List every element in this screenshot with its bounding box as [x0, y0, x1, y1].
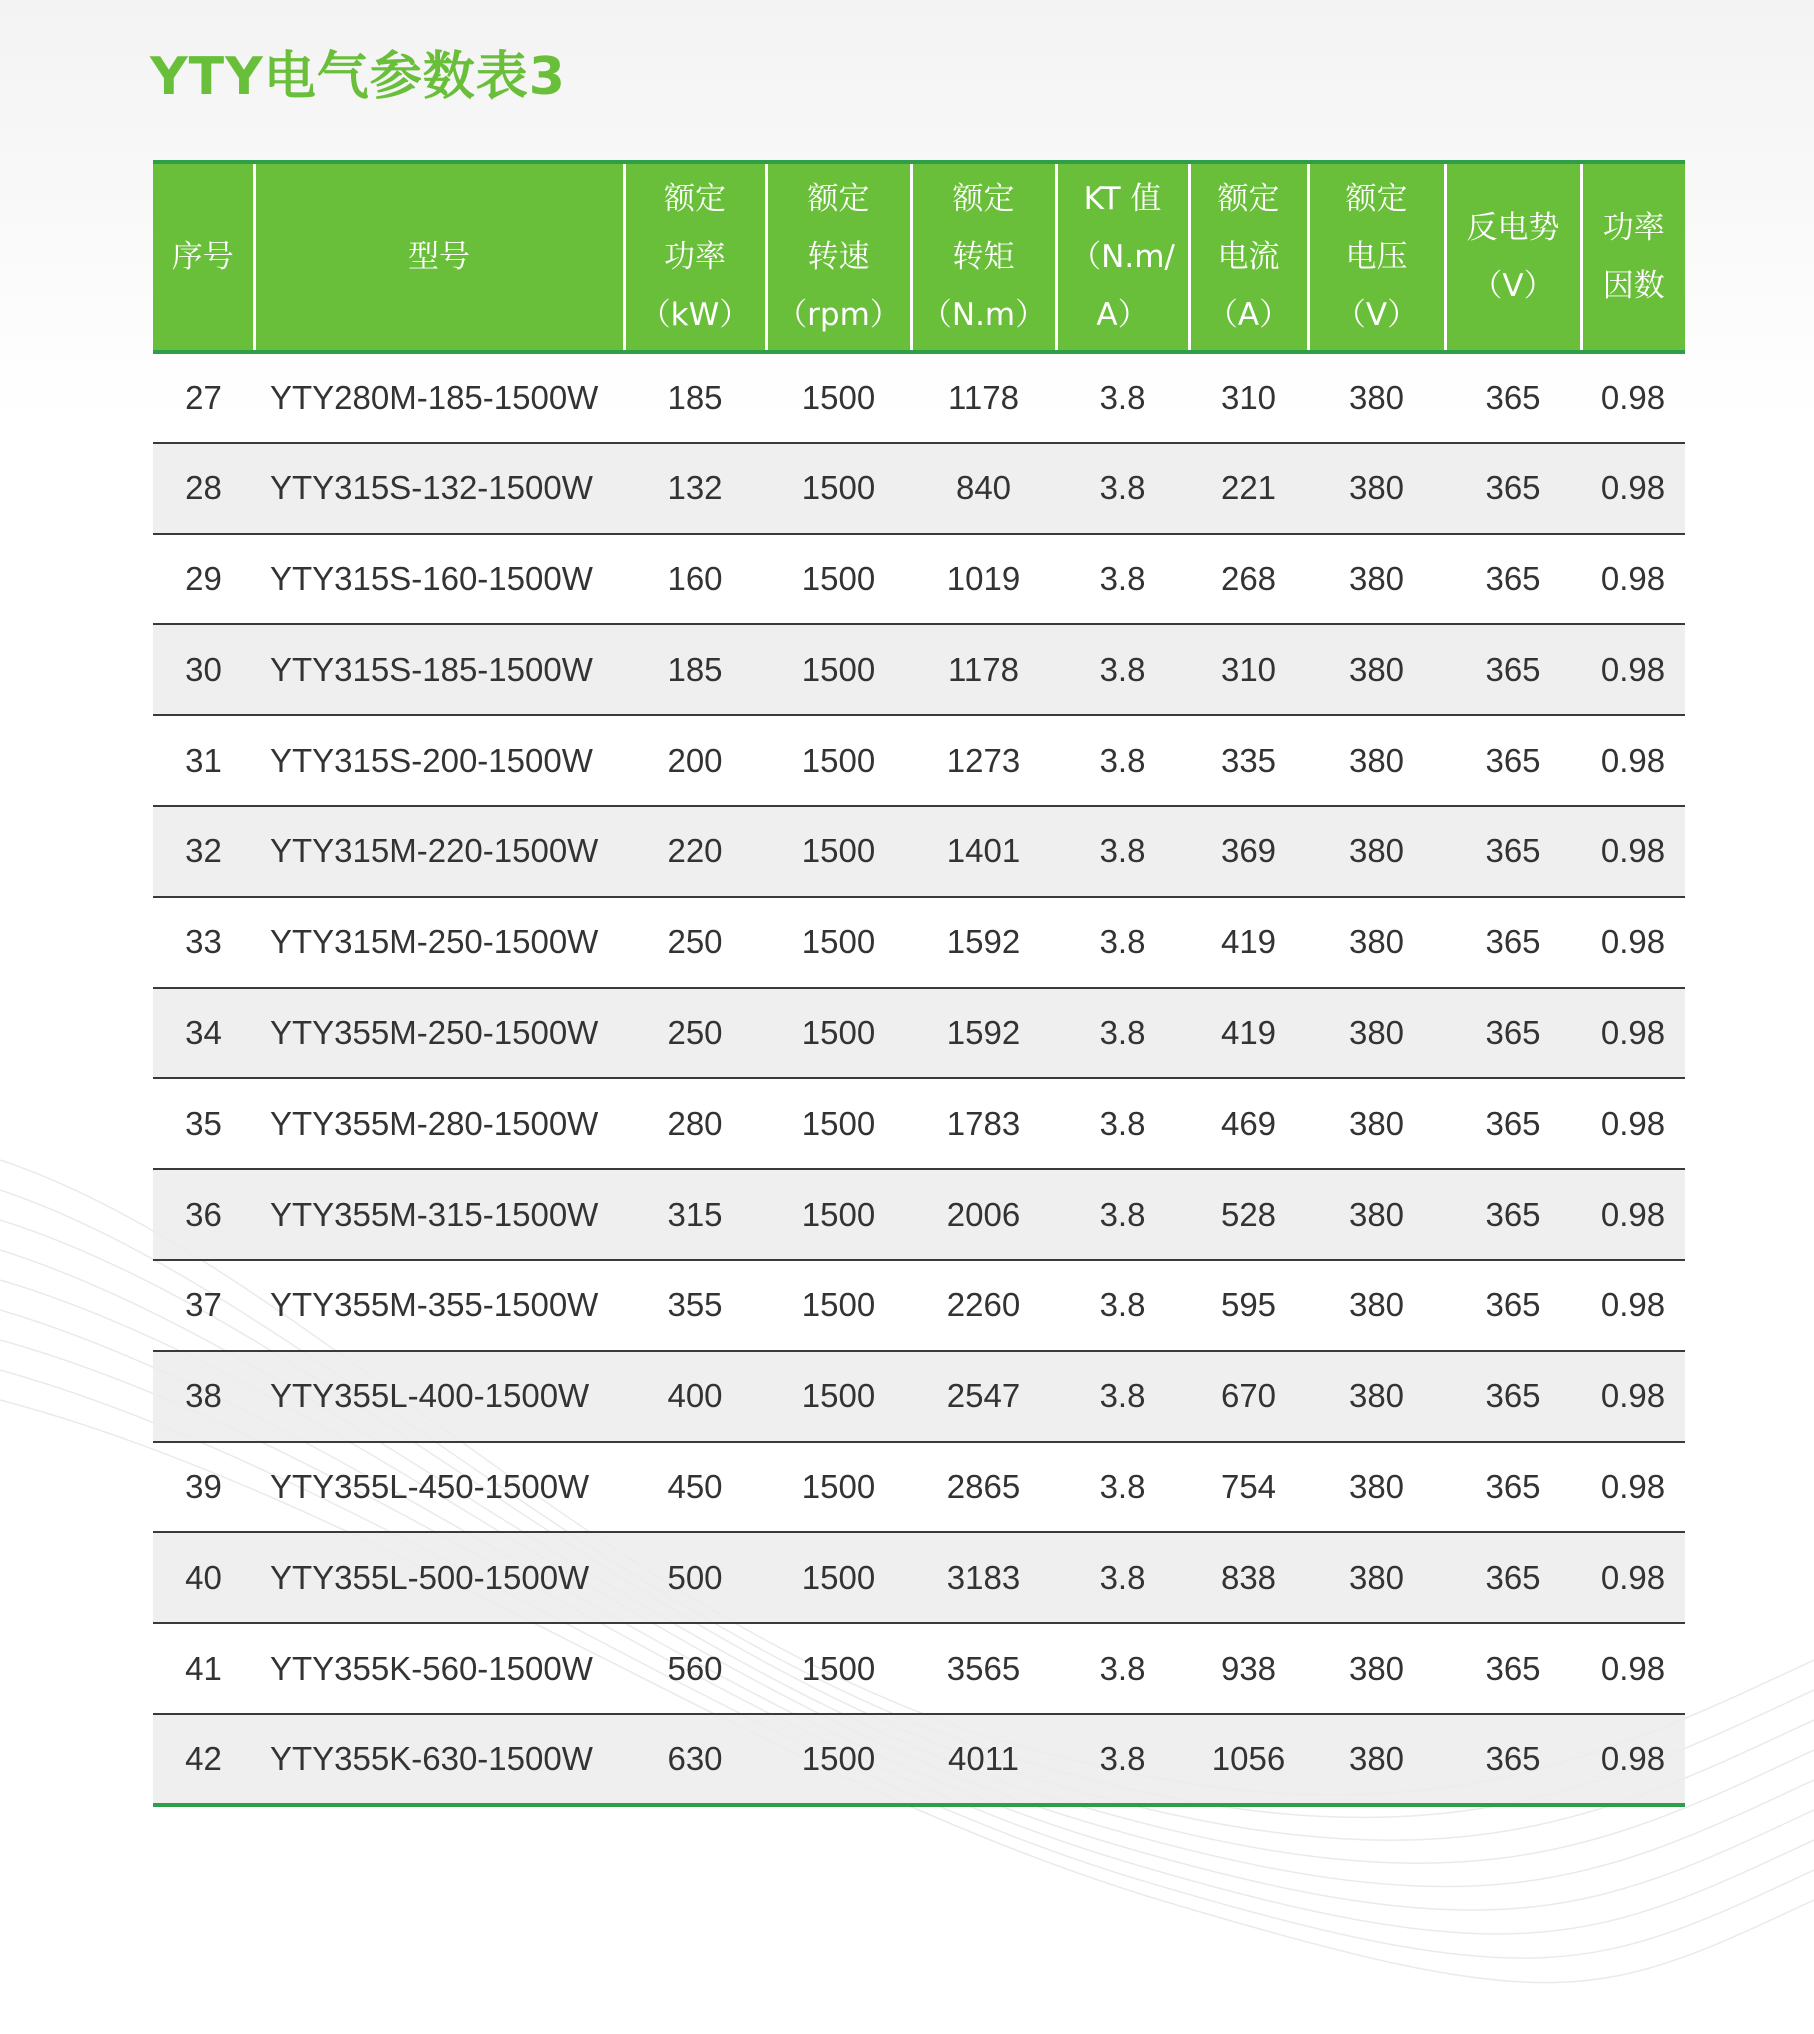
cell-model: YTY280M-185-1500W: [254, 352, 624, 443]
header-text-line: 因数: [1602, 268, 1665, 304]
cell-index: 27: [153, 352, 254, 443]
cell-power-factor: 0.98: [1581, 1078, 1685, 1169]
cell-power-factor: 0.98: [1581, 1260, 1685, 1351]
header-text-line: KT 值: [1083, 181, 1162, 217]
header-text-line: A）: [1096, 297, 1149, 333]
table-header-row: [153, 162, 1685, 352]
cell-rated-torque: 1019: [911, 534, 1056, 625]
header-text-line: 转矩: [952, 239, 1015, 275]
cell-index: 33: [153, 897, 254, 988]
cell-rated-speed: 1500: [766, 897, 911, 988]
cell-index: 32: [153, 806, 254, 897]
header-rated-current: [1189, 162, 1308, 352]
cell-rated-power: 132: [624, 443, 766, 534]
cell-kt-value: 3.8: [1056, 1078, 1189, 1169]
header-text-line: （N.m）: [920, 297, 1047, 333]
header-text-line: 型号: [408, 239, 470, 275]
cell-kt-value: 3.8: [1056, 897, 1189, 988]
cell-rated-current: 419: [1189, 897, 1308, 988]
cell-rated-power: 450: [624, 1442, 766, 1533]
cell-rated-power: 250: [624, 897, 766, 988]
cell-back-emf: 365: [1445, 806, 1581, 897]
cell-rated-torque: 3183: [911, 1532, 1056, 1623]
cell-rated-current: 335: [1189, 715, 1308, 806]
cell-rated-current: 595: [1189, 1260, 1308, 1351]
header-text-line: 电压: [1345, 239, 1408, 275]
cell-rated-current: 670: [1189, 1351, 1308, 1442]
cell-rated-voltage: 380: [1308, 1442, 1445, 1533]
cell-rated-voltage: 380: [1308, 1532, 1445, 1623]
header-index: [153, 162, 254, 352]
cell-rated-torque: 1783: [911, 1078, 1056, 1169]
cell-rated-torque: 2260: [911, 1260, 1056, 1351]
cell-rated-speed: 1500: [766, 1351, 911, 1442]
cell-rated-speed: 1500: [766, 1169, 911, 1260]
cell-rated-power: 355: [624, 1260, 766, 1351]
cell-model: YTY315M-250-1500W: [254, 897, 624, 988]
cell-back-emf: 365: [1445, 1714, 1581, 1805]
cell-power-factor: 0.98: [1581, 624, 1685, 715]
header-text-line: 额定: [1217, 181, 1280, 217]
cell-rated-torque: 840: [911, 443, 1056, 534]
header-text-line: （kW）: [639, 297, 751, 333]
cell-kt-value: 3.8: [1056, 988, 1189, 1079]
cell-model: YTY355K-630-1500W: [254, 1714, 624, 1805]
cell-rated-current: 419: [1189, 988, 1308, 1079]
cell-kt-value: 3.8: [1056, 534, 1189, 625]
cell-rated-torque: 2547: [911, 1351, 1056, 1442]
cell-back-emf: 365: [1445, 352, 1581, 443]
cell-back-emf: 365: [1445, 1169, 1581, 1260]
cell-rated-voltage: 380: [1308, 443, 1445, 534]
cell-rated-power: 400: [624, 1351, 766, 1442]
cell-rated-speed: 1500: [766, 715, 911, 806]
cell-power-factor: 0.98: [1581, 988, 1685, 1079]
header-text-line: 功率: [1602, 210, 1665, 246]
header-rated-power: [624, 162, 766, 352]
table-row: [153, 988, 1685, 1079]
table-row: [153, 1351, 1685, 1442]
cell-rated-speed: 1500: [766, 1260, 911, 1351]
cell-rated-current: 1056: [1189, 1714, 1308, 1805]
header-rated-torque: [911, 162, 1056, 352]
cell-rated-torque: 2865: [911, 1442, 1056, 1533]
cell-rated-speed: 1500: [766, 1623, 911, 1714]
cell-rated-speed: 1500: [766, 534, 911, 625]
cell-rated-current: 369: [1189, 806, 1308, 897]
cell-index: 28: [153, 443, 254, 534]
cell-power-factor: 0.98: [1581, 1442, 1685, 1533]
cell-model: YTY315S-200-1500W: [254, 715, 624, 806]
cell-model: YTY355L-450-1500W: [254, 1442, 624, 1533]
cell-index: 41: [153, 1623, 254, 1714]
cell-index: 40: [153, 1532, 254, 1623]
cell-rated-speed: 1500: [766, 624, 911, 715]
cell-rated-speed: 1500: [766, 443, 911, 534]
electrical-parameter-table: [153, 160, 1685, 1807]
cell-rated-speed: 1500: [766, 1442, 911, 1533]
cell-back-emf: 365: [1445, 534, 1581, 625]
cell-rated-power: 630: [624, 1714, 766, 1805]
header-back-emf: [1445, 162, 1581, 352]
table-row: [153, 1442, 1685, 1533]
cell-model: YTY315S-132-1500W: [254, 443, 624, 534]
cell-index: 37: [153, 1260, 254, 1351]
cell-rated-torque: 1178: [911, 624, 1056, 715]
cell-index: 35: [153, 1078, 254, 1169]
cell-back-emf: 365: [1445, 443, 1581, 534]
header-text-line: （rpm）: [776, 297, 901, 333]
header-text-line: 序号: [171, 239, 234, 275]
cell-kt-value: 3.8: [1056, 1532, 1189, 1623]
cell-rated-power: 185: [624, 352, 766, 443]
cell-index: 30: [153, 624, 254, 715]
table-row: [153, 1714, 1685, 1805]
table-row: [153, 1260, 1685, 1351]
cell-rated-current: 310: [1189, 624, 1308, 715]
cell-kt-value: 3.8: [1056, 443, 1189, 534]
header-text-line: 反电势: [1466, 210, 1560, 246]
cell-back-emf: 365: [1445, 988, 1581, 1079]
cell-back-emf: 365: [1445, 1442, 1581, 1533]
cell-rated-current: 221: [1189, 443, 1308, 534]
cell-index: 29: [153, 534, 254, 625]
cell-index: 38: [153, 1351, 254, 1442]
cell-kt-value: 3.8: [1056, 624, 1189, 715]
page-title: YTY电气参数表3: [150, 47, 566, 107]
cell-rated-voltage: 380: [1308, 715, 1445, 806]
header-text-line: （N.m/: [1070, 239, 1175, 275]
table-row: [153, 1532, 1685, 1623]
cell-power-factor: 0.98: [1581, 534, 1685, 625]
cell-rated-torque: 1273: [911, 715, 1056, 806]
cell-model: YTY315S-160-1500W: [254, 534, 624, 625]
cell-power-factor: 0.98: [1581, 1351, 1685, 1442]
cell-model: YTY355L-500-1500W: [254, 1532, 624, 1623]
cell-rated-voltage: 380: [1308, 806, 1445, 897]
cell-power-factor: 0.98: [1581, 1623, 1685, 1714]
cell-rated-speed: 1500: [766, 1078, 911, 1169]
cell-back-emf: 365: [1445, 1532, 1581, 1623]
cell-rated-power: 560: [624, 1623, 766, 1714]
cell-kt-value: 3.8: [1056, 1442, 1189, 1533]
cell-rated-voltage: 380: [1308, 988, 1445, 1079]
table-row: [153, 352, 1685, 443]
cell-kt-value: 3.8: [1056, 352, 1189, 443]
cell-model: YTY355M-355-1500W: [254, 1260, 624, 1351]
cell-back-emf: 365: [1445, 1623, 1581, 1714]
header-text-line: 功率: [664, 239, 726, 275]
cell-rated-speed: 1500: [766, 1532, 911, 1623]
cell-kt-value: 3.8: [1056, 1714, 1189, 1805]
cell-rated-current: 754: [1189, 1442, 1308, 1533]
table-row: [153, 1169, 1685, 1260]
cell-model: YTY355M-280-1500W: [254, 1078, 624, 1169]
cell-model: YTY315M-220-1500W: [254, 806, 624, 897]
cell-rated-power: 500: [624, 1532, 766, 1623]
cell-rated-speed: 1500: [766, 1714, 911, 1805]
header-text-line: 电流: [1217, 239, 1280, 275]
cell-rated-voltage: 380: [1308, 1714, 1445, 1805]
cell-power-factor: 0.98: [1581, 352, 1685, 443]
cell-back-emf: 365: [1445, 897, 1581, 988]
cell-rated-speed: 1500: [766, 988, 911, 1079]
cell-rated-torque: 3565: [911, 1623, 1056, 1714]
table-row: [153, 1078, 1685, 1169]
cell-rated-torque: 1592: [911, 988, 1056, 1079]
cell-power-factor: 0.98: [1581, 1532, 1685, 1623]
cell-rated-power: 220: [624, 806, 766, 897]
cell-rated-power: 160: [624, 534, 766, 625]
header-text-line: 额定: [807, 181, 870, 217]
cell-power-factor: 0.98: [1581, 806, 1685, 897]
table-row: [153, 897, 1685, 988]
cell-model: YTY315S-185-1500W: [254, 624, 624, 715]
header-rated-speed: [766, 162, 911, 352]
cell-rated-torque: 1401: [911, 806, 1056, 897]
table-row: [153, 1623, 1685, 1714]
cell-rated-voltage: 380: [1308, 1169, 1445, 1260]
cell-rated-current: 268: [1189, 534, 1308, 625]
cell-kt-value: 3.8: [1056, 806, 1189, 897]
cell-back-emf: 365: [1445, 715, 1581, 806]
cell-back-emf: 365: [1445, 1078, 1581, 1169]
cell-kt-value: 3.8: [1056, 1351, 1189, 1442]
cell-rated-power: 280: [624, 1078, 766, 1169]
cell-rated-torque: 4011: [911, 1714, 1056, 1805]
cell-back-emf: 365: [1445, 1351, 1581, 1442]
cell-rated-voltage: 380: [1308, 1260, 1445, 1351]
cell-power-factor: 0.98: [1581, 897, 1685, 988]
table-row: [153, 534, 1685, 625]
header-model: [254, 162, 624, 352]
cell-rated-voltage: 380: [1308, 1623, 1445, 1714]
table-row: [153, 806, 1685, 897]
cell-kt-value: 3.8: [1056, 1623, 1189, 1714]
cell-power-factor: 0.98: [1581, 715, 1685, 806]
cell-rated-voltage: 380: [1308, 1351, 1445, 1442]
cell-rated-power: 315: [624, 1169, 766, 1260]
header-text-line: 额定: [1345, 181, 1408, 217]
header-text-line: （V）: [1471, 268, 1555, 304]
header-text-line: （V）: [1334, 297, 1419, 333]
cell-power-factor: 0.98: [1581, 443, 1685, 534]
cell-kt-value: 3.8: [1056, 1169, 1189, 1260]
table-row: [153, 624, 1685, 715]
cell-rated-voltage: 380: [1308, 624, 1445, 715]
cell-rated-voltage: 380: [1308, 352, 1445, 443]
header-text-line: （A）: [1206, 297, 1291, 333]
cell-kt-value: 3.8: [1056, 1260, 1189, 1351]
cell-back-emf: 365: [1445, 1260, 1581, 1351]
cell-model: YTY355K-560-1500W: [254, 1623, 624, 1714]
cell-index: 31: [153, 715, 254, 806]
table-body: [153, 352, 1685, 1805]
cell-rated-voltage: 380: [1308, 897, 1445, 988]
cell-rated-power: 185: [624, 624, 766, 715]
cell-power-factor: 0.98: [1581, 1169, 1685, 1260]
header-kt-value: [1056, 162, 1189, 352]
cell-model: YTY355M-315-1500W: [254, 1169, 624, 1260]
cell-rated-torque: 1592: [911, 897, 1056, 988]
cell-rated-power: 200: [624, 715, 766, 806]
cell-rated-speed: 1500: [766, 352, 911, 443]
table-row: [153, 443, 1685, 534]
header-text-line: 转速: [807, 239, 870, 275]
cell-index: 39: [153, 1442, 254, 1533]
cell-power-factor: 0.98: [1581, 1714, 1685, 1805]
table-row: [153, 715, 1685, 806]
header-text-line: 额定: [952, 181, 1015, 217]
cell-rated-torque: 1178: [911, 352, 1056, 443]
header-power-factor: [1581, 162, 1685, 352]
cell-index: 42: [153, 1714, 254, 1805]
cell-index: 36: [153, 1169, 254, 1260]
cell-model: YTY355M-250-1500W: [254, 988, 624, 1079]
header-text-line: 额定: [664, 181, 726, 217]
cell-rated-current: 838: [1189, 1532, 1308, 1623]
cell-rated-current: 528: [1189, 1169, 1308, 1260]
header-rated-voltage: [1308, 162, 1445, 352]
cell-kt-value: 3.8: [1056, 715, 1189, 806]
cell-back-emf: 365: [1445, 624, 1581, 715]
cell-rated-power: 250: [624, 988, 766, 1079]
cell-rated-current: 938: [1189, 1623, 1308, 1714]
cell-rated-voltage: 380: [1308, 534, 1445, 625]
cell-rated-torque: 2006: [911, 1169, 1056, 1260]
cell-rated-current: 469: [1189, 1078, 1308, 1169]
cell-rated-voltage: 380: [1308, 1078, 1445, 1169]
cell-rated-current: 310: [1189, 352, 1308, 443]
cell-model: YTY355L-400-1500W: [254, 1351, 624, 1442]
cell-index: 34: [153, 988, 254, 1079]
cell-rated-speed: 1500: [766, 806, 911, 897]
